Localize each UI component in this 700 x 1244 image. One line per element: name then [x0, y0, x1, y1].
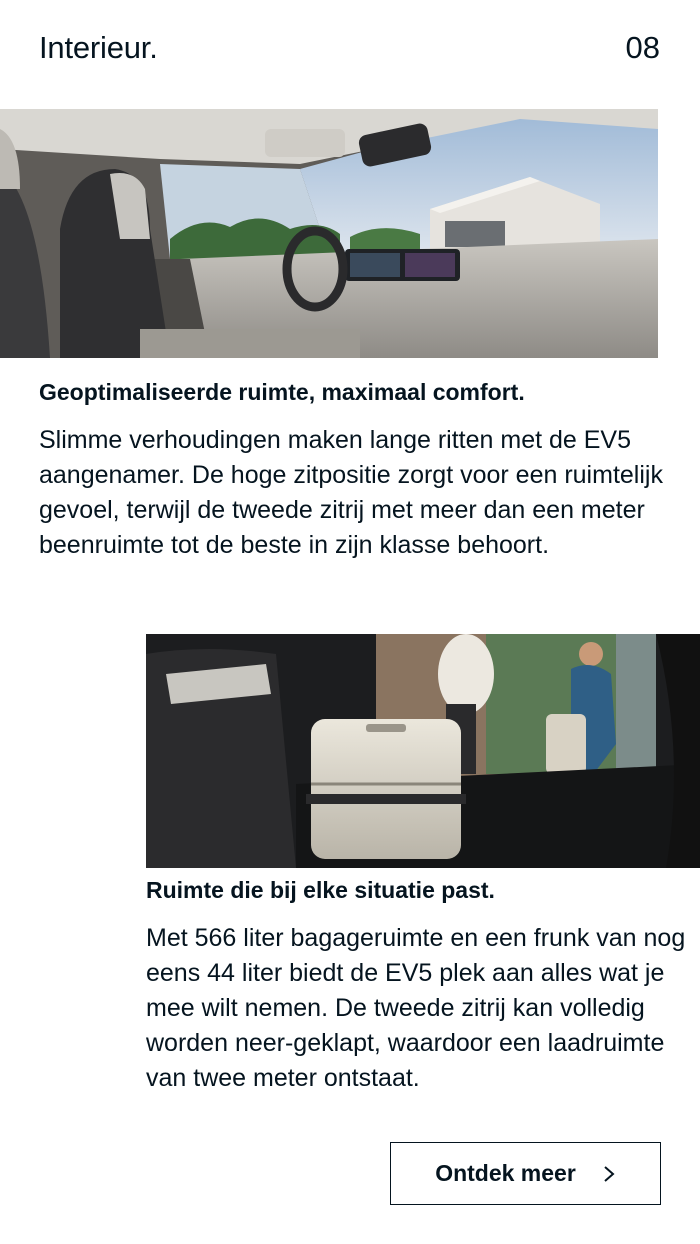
page-number: 08 [625, 30, 660, 65]
page-header [0, 0, 700, 100]
chevron-right-icon [602, 1164, 616, 1184]
section-heading: Ruimte die bij elke situatie past. [146, 877, 495, 903]
interior-illustration [0, 109, 658, 358]
discover-more-label: Ontdek meer [435, 1160, 576, 1186]
trunk-photo [146, 634, 700, 868]
interior-photo [0, 109, 658, 358]
section-heading: Geoptimaliseerde ruimte, maximaal comfort. [39, 379, 525, 405]
trunk-illustration [146, 634, 700, 868]
page-title: Interieur. [39, 30, 158, 65]
section-body: Met 566 liter bagageruimte en een frunk van nog eens 44 liter biedt de EV5 plek aan alles wat je mee wilt nemen. De tweede zitrij kan volledig worden neer-geklapt, waardoor een laadruimte van twee meter ontstaat. [146, 924, 686, 1092]
section-body: Slimme verhoudingen maken lange ritten met de EV5 aangenamer. De hoge zitpositie zorgt voor een ruimtelijk gevoel, terwijl de tweede zitrij met meer dan een meter beenruimte tot de beste in zijn klasse behoort. [39, 426, 663, 559]
discover-more-button[interactable] [390, 1142, 661, 1205]
